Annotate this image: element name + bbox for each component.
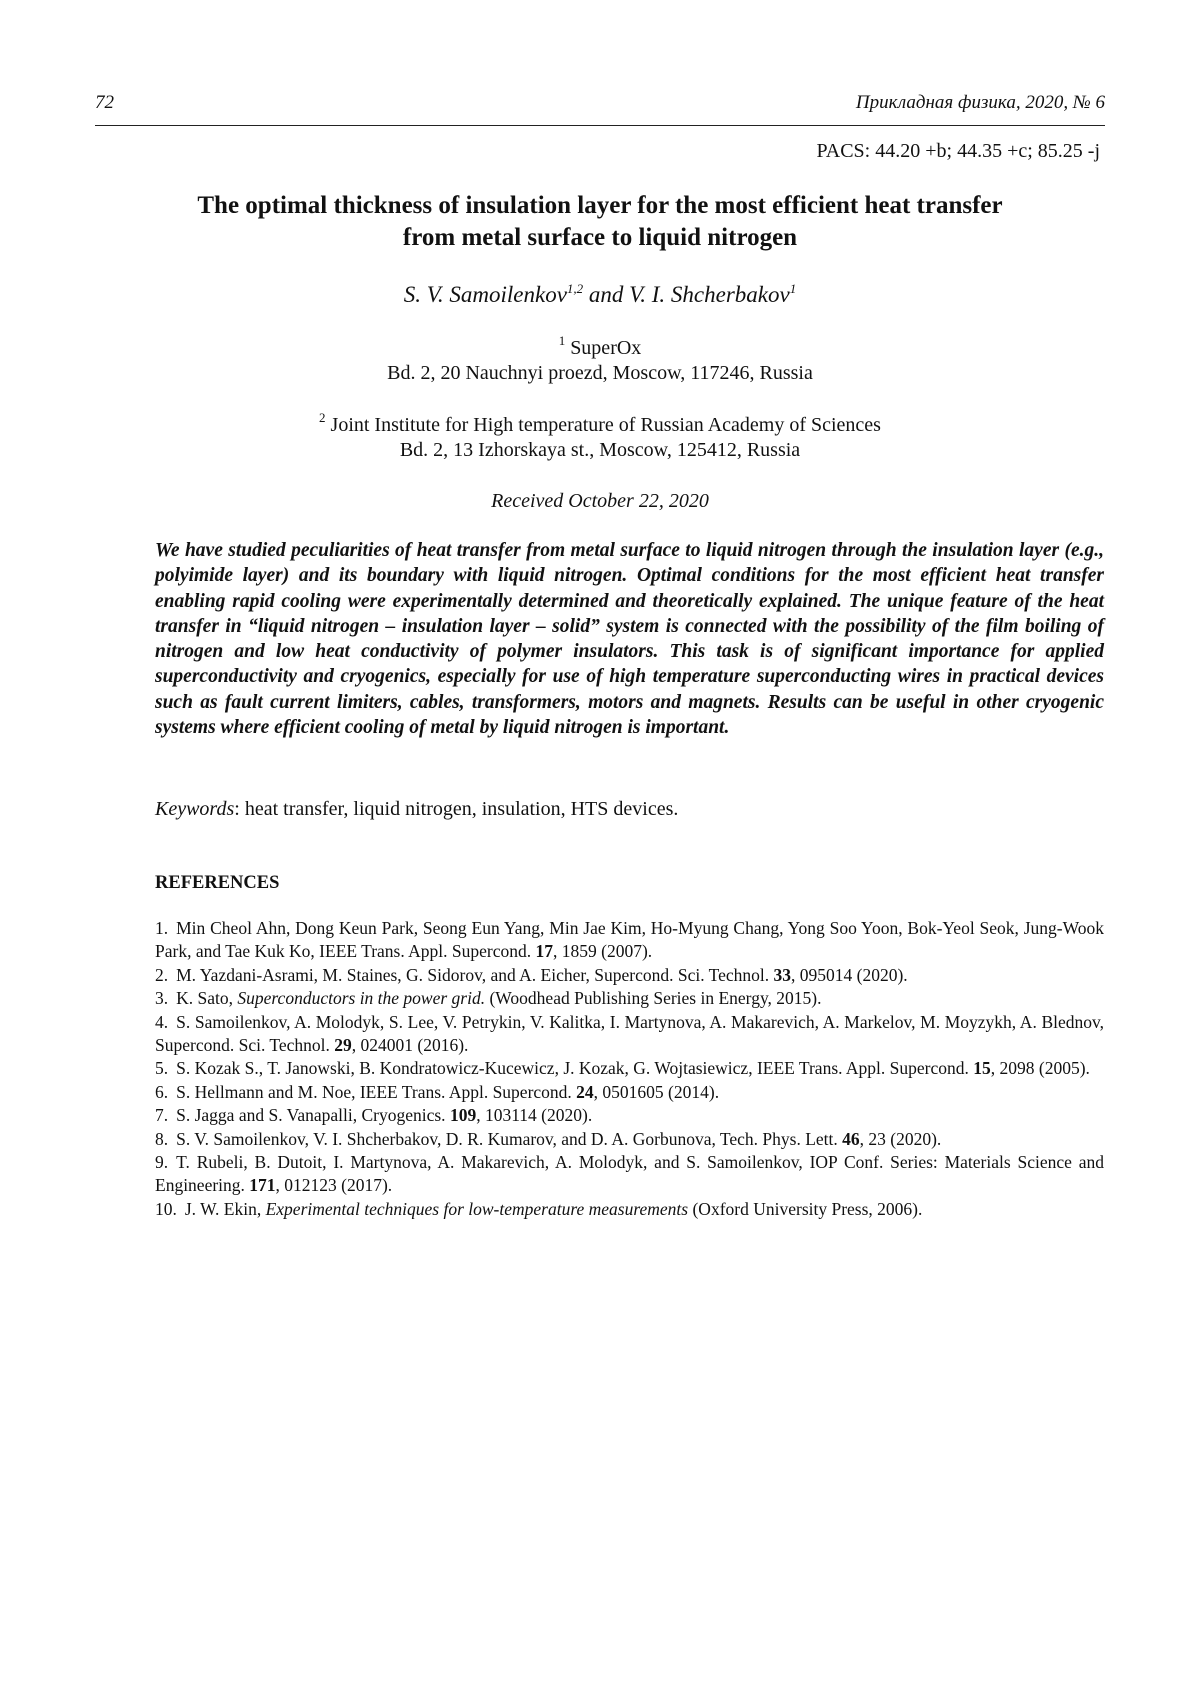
reference-item bbox=[155, 1151, 1104, 1198]
reference-item bbox=[155, 1198, 1104, 1221]
affiliation-2 bbox=[0, 413, 1200, 463]
reference-text: S. Jagga and S. Vanapalli, Cryogenics. bbox=[176, 1105, 450, 1125]
reference-text-end: (Oxford University Press, 2006). bbox=[688, 1199, 922, 1219]
title-line-1: The optimal thickness of insulation layer for the most efficient heat transfer bbox=[120, 190, 1080, 222]
reference-title: Experimental techniques for low-temperature measurements bbox=[266, 1199, 689, 1219]
reference-text-end: , 095014 (2020). bbox=[791, 965, 908, 985]
reference-item bbox=[155, 1057, 1104, 1080]
reference-volume: 46 bbox=[842, 1129, 860, 1149]
reference-title: Superconductors in the power grid. bbox=[237, 988, 485, 1008]
reference-item bbox=[155, 1081, 1104, 1104]
affiliation-2-address: Bd. 2, 13 Izhorskaya st., Moscow, 125412, Russia bbox=[0, 438, 1200, 463]
affiliation-1 bbox=[0, 336, 1200, 386]
keywords-text: : heat transfer, liquid nitrogen, insulation, HTS devices. bbox=[234, 798, 678, 820]
author-1: S. V. Samoilenkov bbox=[404, 282, 567, 307]
affiliation-1-address: Bd. 2, 20 Nauchnyi proezd, Moscow, 117246, Russia bbox=[0, 361, 1200, 386]
reference-volume: 24 bbox=[576, 1082, 594, 1102]
reference-text-end: , 23 (2020). bbox=[860, 1129, 942, 1149]
reference-text-end: , 012123 (2017). bbox=[276, 1175, 393, 1195]
reference-text-end: , 103114 (2020). bbox=[476, 1105, 592, 1125]
header-rule bbox=[95, 125, 1105, 126]
author-2: V. I. Shcherbakov bbox=[629, 282, 790, 307]
title-line-2: from metal surface to liquid nitrogen bbox=[120, 222, 1080, 254]
reference-volume: 109 bbox=[450, 1105, 476, 1125]
reference-item bbox=[155, 987, 1104, 1010]
reference-item bbox=[155, 1104, 1104, 1127]
reference-text: Min Cheol Ahn, Dong Keun Park, Seong Eun Yang, Min Jae Kim, Ho-Myung Chang, Yong Soo Yoon, Bok-Yeol Seok, Jung-Wook Park, and Tae Kuk Ko, IEEE Trans. Appl. Supercond. bbox=[155, 918, 1104, 961]
author-1-affiliation-mark: 1,2 bbox=[567, 281, 583, 296]
running-head bbox=[95, 92, 1105, 114]
affiliation-1-mark: 1 bbox=[559, 333, 566, 348]
authors bbox=[0, 282, 1200, 308]
paper-title bbox=[120, 190, 1080, 254]
received-date: Received October 22, 2020 bbox=[0, 490, 1200, 513]
reference-item bbox=[155, 917, 1104, 964]
references-list bbox=[155, 917, 1104, 1221]
reference-number: 8. bbox=[155, 1129, 176, 1149]
reference-text: S. Hellmann and M. Noe, IEEE Trans. Appl. Supercond. bbox=[176, 1082, 576, 1102]
paper-page bbox=[0, 0, 1200, 1698]
reference-item bbox=[155, 1128, 1104, 1151]
reference-number: 5. bbox=[155, 1058, 176, 1078]
reference-text: S. V. Samoilenkov, V. I. Shcherbakov, D. R. Kumarov, and D. A. Gorbunova, Tech. Phys. Lett. bbox=[176, 1129, 842, 1149]
reference-volume: 17 bbox=[536, 941, 554, 961]
reference-volume: 29 bbox=[334, 1035, 352, 1055]
reference-text-end: , 024001 (2016). bbox=[352, 1035, 469, 1055]
pacs-codes: PACS: 44.20 +b; 44.35 +c; 85.25 -j bbox=[816, 140, 1100, 163]
reference-text: J. W. Ekin, bbox=[185, 1199, 266, 1219]
affiliation-2-mark: 2 bbox=[319, 410, 326, 425]
reference-volume: 171 bbox=[249, 1175, 275, 1195]
reference-text: S. Samoilenkov, A. Molodyk, S. Lee, V. Petrykin, V. Kalitka, I. Martynova, A. Makarevich, A. Markelov, M. Moyzykh, A. Blednov, Supercond. Sci. Technol. bbox=[155, 1012, 1104, 1055]
keywords-label: Keywords bbox=[155, 798, 234, 820]
reference-number: 6. bbox=[155, 1082, 176, 1102]
reference-item bbox=[155, 1011, 1104, 1058]
reference-number: 3. bbox=[155, 988, 176, 1008]
reference-text-end: (Woodhead Publishing Series in Energy, 2015). bbox=[485, 988, 821, 1008]
reference-number: 10. bbox=[155, 1199, 185, 1219]
reference-text: K. Sato, bbox=[176, 988, 237, 1008]
reference-text: T. Rubeli, B. Dutoit, I. Martynova, A. Makarevich, A. Molodyk, and S. Samoilenkov, IOP Conf. Series: Materials Science and Engineering. bbox=[155, 1152, 1104, 1195]
reference-volume: 33 bbox=[774, 965, 792, 985]
reference-number: 9. bbox=[155, 1152, 176, 1172]
author-2-affiliation-mark: 1 bbox=[790, 281, 797, 296]
keywords bbox=[155, 798, 1104, 821]
reference-number: 2. bbox=[155, 965, 176, 985]
author-joiner: and bbox=[583, 282, 629, 307]
reference-text-end: , 1859 (2007). bbox=[553, 941, 652, 961]
reference-text: S. Kozak S., T. Janowski, B. Kondratowicz-Kucewicz, J. Kozak, G. Wojtasiewicz, IEEE Trans. Appl. Supercond. bbox=[176, 1058, 973, 1078]
reference-text-end: , 0501605 (2014). bbox=[594, 1082, 719, 1102]
page-number: 72 bbox=[95, 92, 114, 114]
reference-text: M. Yazdani-Asrami, M. Staines, G. Sidorov, and A. Eicher, Supercond. Sci. Technol. bbox=[176, 965, 773, 985]
reference-number: 1. bbox=[155, 918, 176, 938]
reference-volume: 15 bbox=[973, 1058, 991, 1078]
reference-number: 7. bbox=[155, 1105, 176, 1125]
reference-text-end: , 2098 (2005). bbox=[991, 1058, 1090, 1078]
references-heading: REFERENCES bbox=[155, 873, 279, 894]
reference-item bbox=[155, 964, 1104, 987]
affiliation-2-name: Joint Institute for High temperature of Russian Academy of Sciences bbox=[331, 414, 881, 436]
reference-number: 4. bbox=[155, 1012, 176, 1032]
abstract: We have studied peculiarities of heat transfer from metal surface to liquid nitrogen through the insulation layer (e.g., polyimide layer) and its boundary with liquid nitrogen. Optimal conditions for the most efficient heat transfer enabling rapid cooling were experimentally determined and theoretically explained. The unique feature of the heat transfer in “liquid nitrogen – insulation layer – solid” system is connected with the possibility of the film boiling of nitrogen and low heat conductivity of polymer insulators. This task is of significant importance for applied superconductivity and cryogenics, especially for use of high temperature superconducting wires in practical devices such as fault current limiters, cables, transformers, motors and magnets. Results can be useful in other cryogenic systems where efficient cooling of metal by liquid nitrogen is important. bbox=[155, 538, 1104, 740]
affiliation-1-name: SuperOx bbox=[570, 337, 641, 359]
journal-name: Прикладная физика, 2020, № 6 bbox=[856, 92, 1105, 114]
